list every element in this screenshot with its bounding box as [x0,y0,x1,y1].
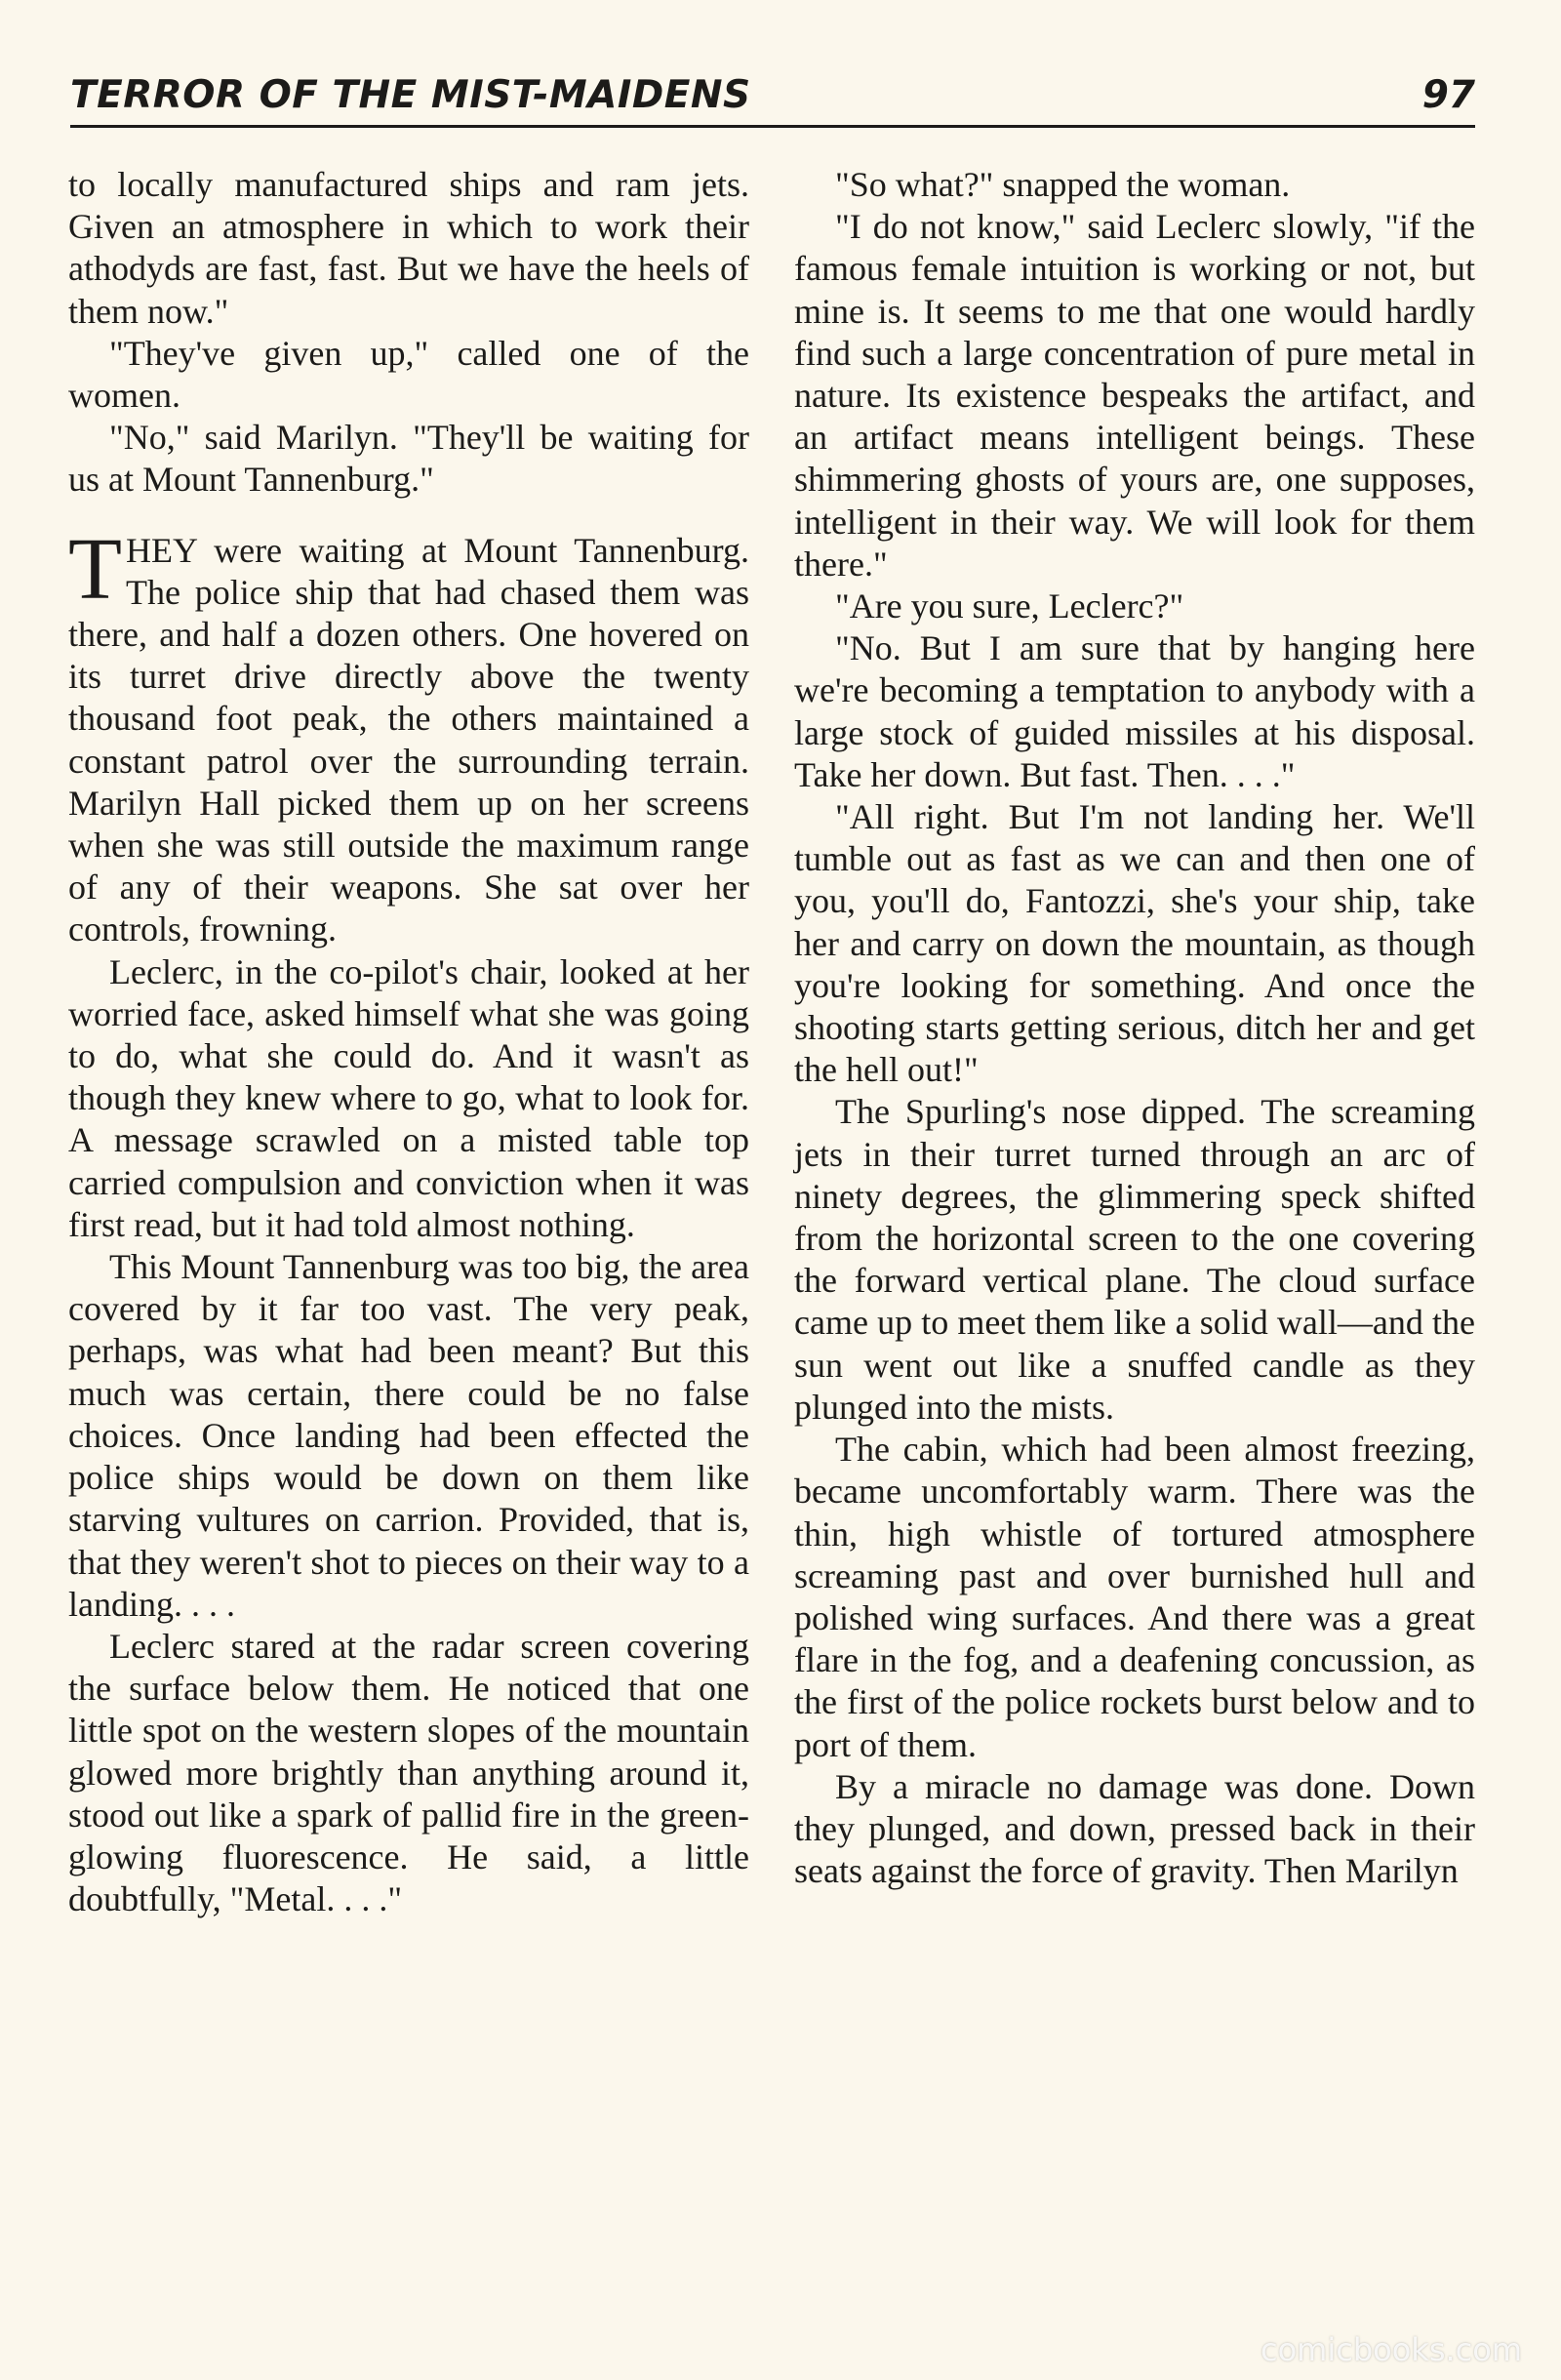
paragraph: "All right. But I'm not landing her. We'll tumble out as fast as we can and then one of you, you'll do, Fantozzi, she's your ship, take her and carry on down the mountain, as though you're looking for something. And once the shooting starts getting serious, ditch her and get the hell out!" [794,797,1475,1090]
paragraph: "I do not know," said Leclerc slowly, "if the famous female intuition is working or not, but mine is. It seems to me that one would hardly find such a large concentration of pure metal in nature. Its existence bespeaks the artifact, and an artifact means intelligent beings. These shimmering ghosts of yours are, one supposes, intelligent in their way. We will look for them there." [794,207,1475,584]
paragraph: The cabin, which had been almost freezing, became uncomfortably warm. There was the thin, high whistle of tortured atmosphere screaming past and over burnished hull and polished wing surfaces. And there was a great flare in the fog, and a deafening concussion, as the first of the police rockets burst below and to port of them. [794,1430,1475,1764]
running-header [70,68,1475,127]
right-column [794,164,1475,1892]
paragraph: Leclerc stared at the radar screen covering the surface below them. He noticed that one little spot on the western slopes of the mountain glowed more brightly than anything around it, stood out like a spark of pallid fire in the green-glowing fluorescence. He said, a little doubtfully, "Metal. . . ." [68,1626,749,1919]
paragraph: Leclerc, in the co-pilot's chair, looked at her worried face, asked himself what she was going to do, what she could do. And it wasn't as though they knew where to go, what to look for. A message scrawled on a misted table top carried compulsion and conviction when it was first read, but it had told almost nothing. [68,951,749,1244]
running-title: TERROR OF THE MIST-MAIDENS [70,73,751,117]
dropcap-paragraph [68,520,749,951]
paragraph: "They've given up," called one of the women. [68,333,749,416]
paragraph: By a miracle no damage was done. Down they plunged, and down, pressed back in their seats against the force of gravity. Then Marilyn [794,1766,1475,1891]
paragraph: "So what?" snapped the woman. [835,165,1291,204]
paragraph: "No. But I am sure that by hanging here we're becoming a temptation to anybody with a large stock of guided missiles at his disposal. Take her down. But fast. Then. . . ." [794,628,1475,794]
drop-cap: T [68,520,122,618]
page-number: 97 [1421,73,1475,117]
watermark: comicbooks.com [1260,2331,1522,2368]
left-column [68,164,749,1920]
paragraph: "Are you sure, Leclerc?" [835,586,1184,626]
paragraph: to locally manufactured ships and ram jets. Given an atmosphere in which to work their athodyds are fast, fast. But we have the heels of them now." [68,165,749,331]
paragraph: "No," said Marilyn. "They'll be waiting for us at Mount Tannenburg." [68,418,749,500]
paragraph: The Spurling's nose dipped. The screaming jets in their turret turned through an arc of ninety degrees, the glimmering speck shifted from the horizontal screen to the one covering the forward vertical plane. The cloud surface came up to meet them like a solid wall—and the sun went out like a snuffed candle as they plunged into the mists. [794,1092,1475,1427]
paragraph-text: HEY were waiting at Mount Tannenburg. The police ship that had chased them was there, and half a dozen others. One hovered on its turret drive directly above the twenty thousand foot peak, the others maintained a constant patrol over the surrounding terrain. Marilyn Hall picked them up on her screens when she was still outside the maximum range of any of their weapons. She sat over her controls, frowning. [68,530,749,949]
paragraph: This Mount Tannenburg was too big, the area covered by it far too vast. The very peak, perhaps, was what had been meant? But this much was certain, there could be no false choices. Once landing had been effected the police ships would be down on them like starving vultures on carrion. Provided, that is, that they weren't shot to pieces on their way to a landing. . . . [68,1247,749,1624]
header-rule [70,125,1475,128]
